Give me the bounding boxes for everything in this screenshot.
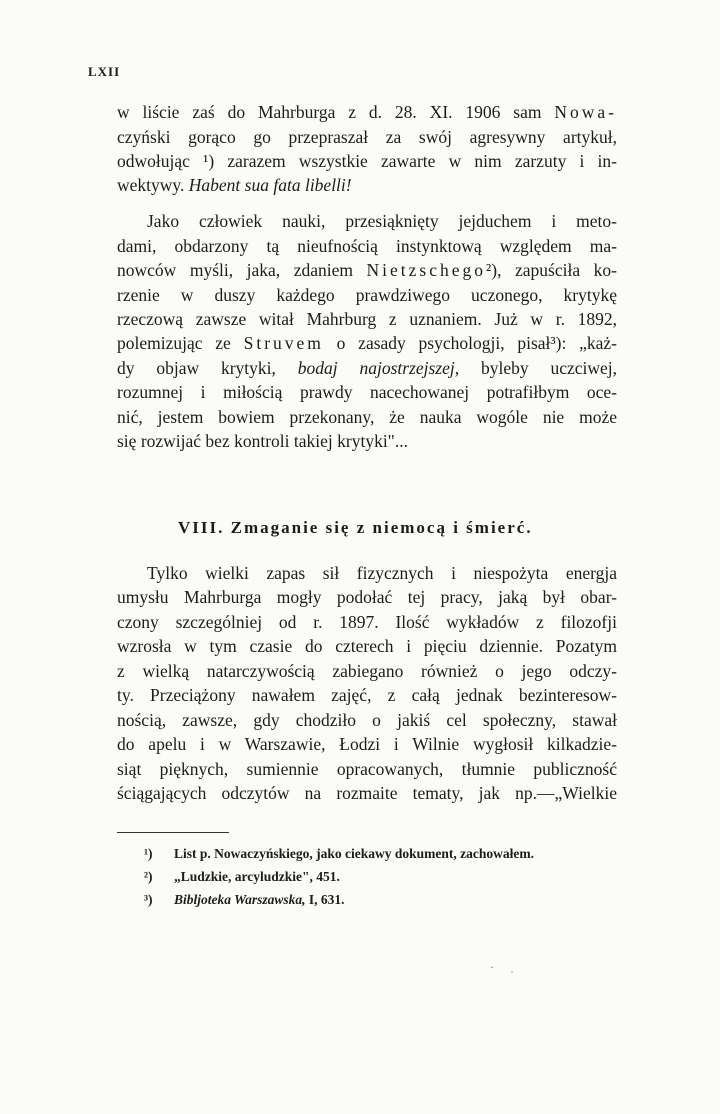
text-line: wektywy. Habent sua fata libelli! xyxy=(117,175,352,195)
text-line: czyński gorąco go przepraszał za swój agresywny artykuł, xyxy=(117,127,617,147)
text-line: w liście zaś do Mahrburga z d. 28. XI. 1906 sam Nowa- xyxy=(117,102,617,122)
text-line: umysłu Mahrburga mogły podołać tej pracy, jaką był obar- xyxy=(117,587,617,607)
text-line: polemizując ze Struvem o zasady psychologji, pisał³): „każ- xyxy=(117,333,617,353)
footnote-text: Bibljoteka Warszawska, I, 631. xyxy=(174,892,345,907)
footnote-mark: ¹) xyxy=(144,846,153,861)
text-line: czony szczególniej od r. 1897. Ilość wykładów z filozofji xyxy=(117,612,617,632)
text-line: odwołując ¹) zarazem wszystkie zawarte w nim zarzuty i in- xyxy=(117,151,617,171)
text-line: nowców myśli, jaka, zdaniem Nietzschego²), zapuściła ko- xyxy=(117,260,617,280)
footnote-text: „Ludzkie, arcyludzkie", 451. xyxy=(174,869,340,884)
footnote-text: List p. Nowaczyńskiego, jako ciekawy dokument, zachowałem. xyxy=(174,846,534,861)
name-struve: Struvem xyxy=(243,333,324,353)
text-line: ty. Przeciążony nawałem zajęć, z całą jednak bezinteresow- xyxy=(117,685,617,705)
text-line: rozumnej i miłością prawdy nacechowanej potrafiłbym oce- xyxy=(117,382,617,402)
text-line: z wielką natarczywością zabiegano również o jego odczy- xyxy=(117,661,617,681)
text-line: rzenie w duszy każdego prawdziwego uczonego, krytykę xyxy=(117,285,617,305)
footnote-mark: ³) xyxy=(144,892,153,907)
latin-quote: Habent sua fata libelli! xyxy=(188,175,352,195)
print-speck: ˙ xyxy=(510,968,514,982)
text-line: siąt pięknych, sumiennie opracowanych, tłumnie publiczność xyxy=(117,759,617,779)
text-line: nić, jestem bowiem przekonany, że nauka wogóle nie może xyxy=(117,407,617,427)
text-line: nością, zawsze, gdy chodziło o jakiś cel społeczny, stawał xyxy=(117,710,617,730)
footnote-mark: ²) xyxy=(144,869,153,884)
footnote-rule xyxy=(117,832,229,833)
name-nietzsche: Nietzschego xyxy=(366,260,487,280)
text-line: Jako człowiek nauki, przesiąknięty jejduchem i meto- xyxy=(147,211,617,231)
text-line: rzeczową zawsze witał Mahrburg z uznaniem. Już w r. 1892, xyxy=(117,309,617,329)
text-line: do apelu i w Warszawie, Łodzi i Wilnie wygłosił kilkadzie- xyxy=(117,734,617,754)
text-line: ściągających odczytów na rozmaite tematy, jak np.—„Wielkie xyxy=(117,783,617,803)
print-speck: · xyxy=(490,960,494,974)
text-line: wzrosła w tym czasie do czterech i pięciu dziennie. Pozatym xyxy=(117,636,617,656)
text-line: Tylko wielki zapas sił fizycznych i niespożyta energja xyxy=(147,563,617,583)
emphasis: bodaj najostrzejszej, xyxy=(297,358,460,378)
author-name: Nowa- xyxy=(554,102,617,122)
text-line: dami, obdarzony tą nieufnością instynktową względem ma- xyxy=(117,236,617,256)
text-line: się rozwijać bez kontroli takiej krytyki"... xyxy=(117,431,408,451)
section-heading: VIII. Zmaganie się z niemocą i śmierć. xyxy=(178,518,533,537)
page-number: LXII xyxy=(88,64,121,79)
text-line: dy objaw krytyki, bodaj najostrzejszej, byleby uczciwej, xyxy=(117,358,618,378)
